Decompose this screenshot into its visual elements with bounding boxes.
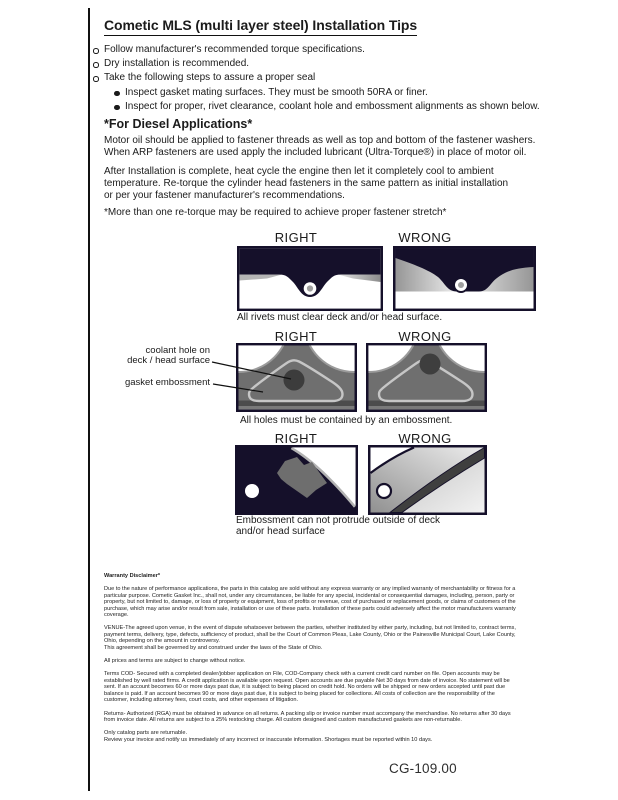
list-item bbox=[92, 57, 540, 71]
disclaimer-paragraph: Only catalog parts are returnable. bbox=[104, 730, 188, 737]
disclaimer-paragraph: VENUE-The agreed upon venue, in the event of dispute whatsoever between the parties, whether instituted by either party, including, but not limited to, contract terms, payment terms, delivery, type, defects, sufficiency of product, shall be the Court of Common Pleas, Lake County, Ohio or the Painesville Municipal Court, Lake County, Ohio, depending on the amount in controversy. bbox=[104, 625, 516, 645]
filled-bullet-icon bbox=[114, 91, 120, 97]
page-title: Cometic MLS (multi layer steel) Installation Tips bbox=[104, 17, 417, 36]
wrong-label-row1: WRONG bbox=[398, 230, 452, 245]
bolt-hole bbox=[377, 484, 391, 498]
diesel-applications-heading: *For Diesel Applications* bbox=[104, 117, 253, 131]
installation-tips-list bbox=[92, 43, 540, 114]
right-label-row2: RIGHT bbox=[274, 329, 318, 344]
disclaimer-paragraph: Review your invoice and notify us immediately of any incorrect or inaccurate information. Shortages must be reported within 10 days. bbox=[104, 736, 433, 743]
diagram-protrusion-wrong bbox=[368, 445, 487, 515]
callout-coolant-line2: deck / head surface bbox=[127, 355, 210, 366]
coolant-hole bbox=[420, 354, 441, 375]
caption-protrusion: Embossment can not protrude outside of deck and/or head surface bbox=[236, 515, 441, 537]
bolt-hole bbox=[245, 484, 259, 498]
open-bullet-icon bbox=[93, 48, 99, 54]
diagram-embossment-wrong bbox=[366, 343, 487, 412]
warranty-disclaimer bbox=[104, 573, 516, 750]
disclaimer-paragraph: This agreement shall be governed by and construed under the laws of the State of Ohio. bbox=[104, 644, 323, 651]
right-label-row1: RIGHT bbox=[274, 230, 318, 245]
diagram-rivet-right bbox=[237, 246, 383, 311]
paragraph-line: temperature. Re-torque the cylinder head fasteners in the same pattern as initial installation bbox=[104, 177, 509, 189]
tip-text: Dry installation is recommended. bbox=[104, 58, 250, 70]
left-rule-divider bbox=[88, 8, 90, 791]
open-bullet-icon bbox=[93, 62, 99, 68]
tip-text: Take the following steps to assure a proper seal bbox=[104, 72, 316, 84]
paragraph-line: or per your fastener manufacturer's recommendations. bbox=[104, 189, 345, 201]
diagram-embossment-right bbox=[236, 343, 357, 412]
callout-coolant-line1: coolant hole on bbox=[145, 345, 210, 356]
diagram-protrusion-right bbox=[235, 445, 358, 515]
right-label-row3: RIGHT bbox=[274, 431, 318, 446]
list-item bbox=[92, 43, 540, 57]
caption-holes: All holes must be contained by an embossment. bbox=[240, 415, 453, 426]
list-item bbox=[113, 100, 540, 114]
diesel-paragraph-2 bbox=[104, 166, 508, 201]
document-code: CG-109.00 bbox=[389, 761, 457, 776]
paragraph-line: After Installation is complete, heat cycle the engine then let it completely cool to ambient bbox=[104, 166, 494, 177]
wrong-label-row2: WRONG bbox=[398, 329, 452, 344]
disclaimer-paragraph: Terms COD- Secured with a completed dealer/jobber application on File, COD-Company check with a current credit card number on file. Open accounts may be established by well rated firms. A credit application is available upon request. Open accounts are due payable Net 30 days from date of invoice. No statement will be sent. If an account becomes 60 or more days past due, it is subject to being placed on credit hold. No orders will be shipped or new orders accepted until past due balance is paid. If an account becomes 90 or more days past due, it is subject to being placed for collections. All costs of collection are the responsibility of the customer, including attorney fees, court costs, and other expenses of litigation. bbox=[104, 671, 510, 704]
tip-text: Follow manufacturer's recommended torque specifications. bbox=[104, 44, 365, 55]
filled-bullet-icon bbox=[114, 105, 120, 111]
disclaimer-paragraph: Due to the nature of performance applications, the parts in this catalog are sold without any express warranty or any implied warranty of merchantability or fitness for a particular purpose. Cometic Gasket Inc., shall not, under any circumstances, be liable for any special, incidental or consequential damages, including, person, party or property, but not limited to, damage, or loss of property or equipment, loss of profits or revenue, cost of purchased or replacement goods, or claims of customers of the purchase, which may arise and/or result from sale, installation or use of these parts. Installation of these parts could adversely affect the motor manufacturers warranty coverage. bbox=[104, 586, 516, 619]
list-item bbox=[113, 86, 540, 100]
retorque-note: *More than one re-torque may be required to achieve proper fastener stretch* bbox=[104, 207, 447, 218]
wrong-label-row3: WRONG bbox=[398, 431, 452, 446]
disclaimer-heading: Warranty Disclaimer* bbox=[104, 573, 161, 579]
paragraph-line: When ARP fasteners are used apply the included lubricant (Ultra-Torque®) in place of motor oil. bbox=[104, 146, 527, 158]
disclaimer-paragraph: All prices and terms are subject to change without notice. bbox=[104, 658, 246, 665]
disclaimer-paragraph: Returns- Authorized (RGA) must be obtained in advance on all returns. A packing slip or invoice number must accompany the merchandise. No returns after 30 days from invoice date. All returns are subject to a 25% restocking charge. All custom designed and custom manufactured gaskets are non-returnable. bbox=[104, 710, 511, 723]
caption-rivets: All rivets must clear deck and/or head surface. bbox=[237, 312, 443, 323]
tip-text: Inspect for proper, rivet clearance, coolant hole and embossment alignments as shown below. bbox=[125, 100, 540, 112]
open-bullet-icon bbox=[93, 76, 99, 82]
list-item bbox=[92, 71, 540, 85]
callout-embossment: gasket embossment bbox=[124, 377, 210, 388]
diagram-rivet-wrong bbox=[393, 246, 536, 311]
coolant-hole bbox=[284, 370, 305, 391]
diesel-paragraph-1 bbox=[104, 135, 535, 159]
paragraph-line: Motor oil should be applied to fastener threads as well as top and bottom of the fastener washers. bbox=[104, 135, 536, 146]
tip-text: Inspect gasket mating surfaces. They must be smooth 50RA or finer. bbox=[125, 86, 428, 98]
